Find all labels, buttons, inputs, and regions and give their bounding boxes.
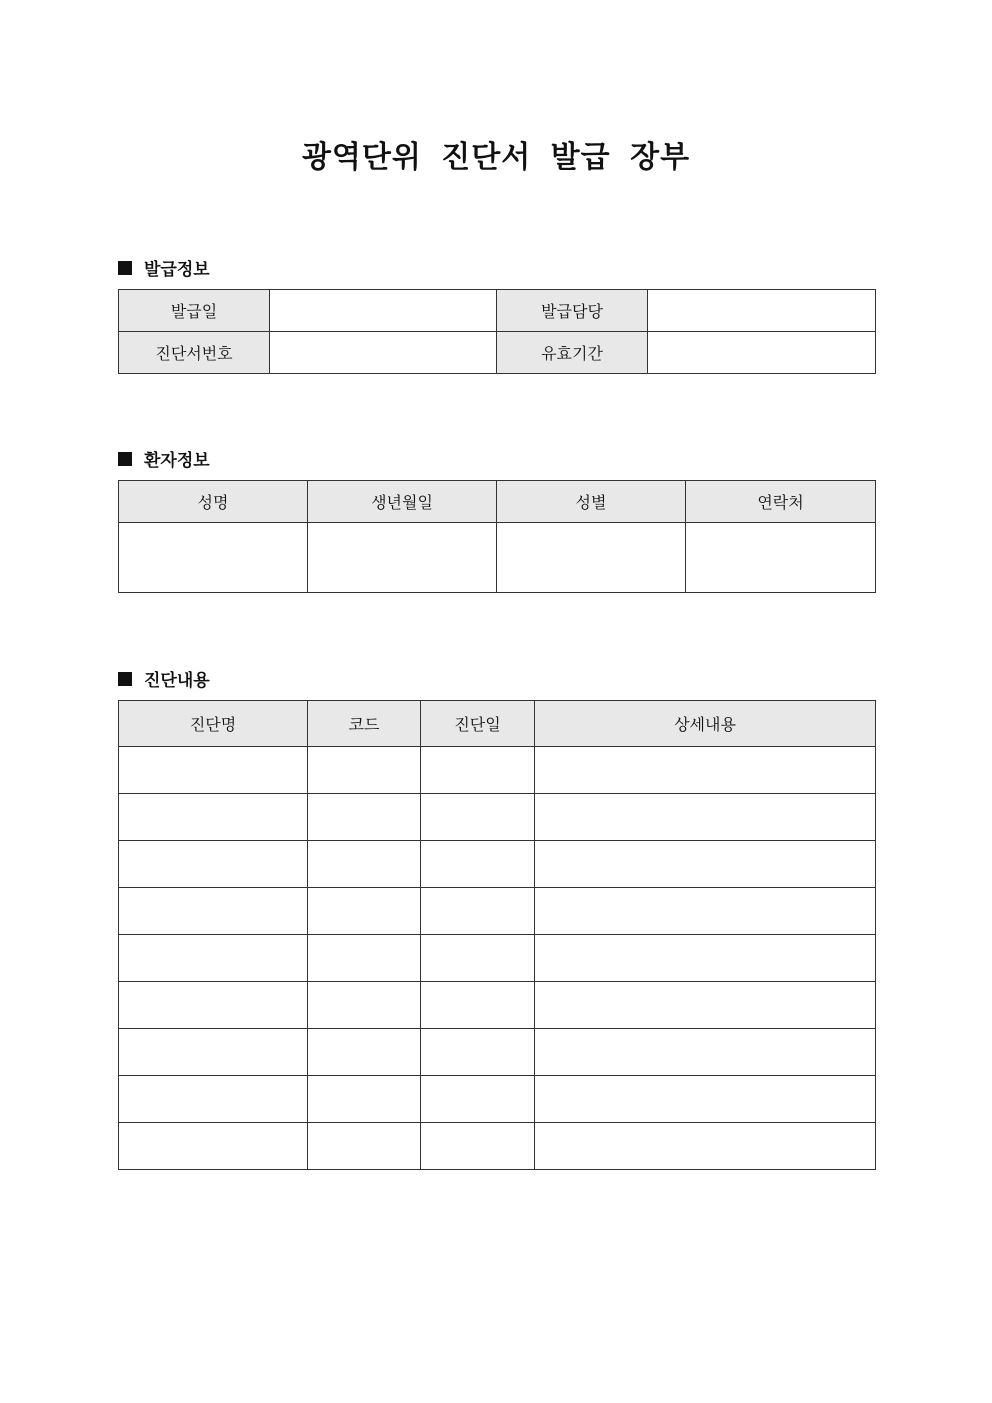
details-cell[interactable] (535, 1029, 876, 1076)
patient-gender-field[interactable] (497, 523, 686, 593)
page-title: 광역단위 진단서 발급 장부 (301, 140, 691, 175)
patient-birthdate-field[interactable] (308, 523, 497, 593)
square-bullet-icon (118, 672, 132, 686)
table-row (119, 332, 876, 374)
diagnosis-date-cell[interactable] (421, 935, 535, 982)
column-header-name: 성명 (119, 481, 308, 523)
diagnosis-date-cell[interactable] (421, 841, 535, 888)
column-header-birthdate: 생년월일 (308, 481, 497, 523)
diagnosis-name-cell[interactable] (119, 747, 308, 794)
table-row (119, 747, 876, 794)
table-header-row (119, 701, 876, 747)
patient-info-table (118, 480, 876, 593)
code-cell[interactable] (308, 1076, 421, 1123)
table-row (119, 1029, 876, 1076)
details-cell[interactable] (535, 888, 876, 935)
table-row (119, 982, 876, 1029)
column-header-diagnosis-name: 진단명 (119, 701, 308, 747)
patient-name-field[interactable] (119, 523, 308, 593)
details-cell[interactable] (535, 841, 876, 888)
details-cell[interactable] (535, 1076, 876, 1123)
diagnosis-date-cell[interactable] (421, 1123, 535, 1170)
section-heading-issue (118, 255, 210, 280)
diagnosis-name-cell[interactable] (119, 888, 308, 935)
section-heading-label: 진단내용 (144, 671, 210, 691)
square-bullet-icon (118, 261, 132, 275)
code-cell[interactable] (308, 888, 421, 935)
square-bullet-icon (118, 452, 132, 466)
table-header-row (119, 481, 876, 523)
diagnosis-date-cell[interactable] (421, 1076, 535, 1123)
column-header-gender: 성별 (497, 481, 686, 523)
cert-no-field[interactable] (270, 332, 497, 374)
diagnosis-name-cell[interactable] (119, 794, 308, 841)
diagnosis-name-cell[interactable] (119, 1123, 308, 1170)
diagnosis-date-cell[interactable] (421, 747, 535, 794)
diagnosis-name-cell[interactable] (119, 841, 308, 888)
details-cell[interactable] (535, 747, 876, 794)
diagnosis-table (118, 700, 876, 1170)
section-heading-diagnosis (118, 666, 210, 691)
diagnosis-name-cell[interactable] (119, 982, 308, 1029)
code-cell[interactable] (308, 794, 421, 841)
code-cell[interactable] (308, 747, 421, 794)
details-cell[interactable] (535, 1123, 876, 1170)
table-row (119, 841, 876, 888)
patient-contact-field[interactable] (686, 523, 876, 593)
section-heading-label: 발급정보 (144, 260, 210, 280)
table-row (119, 794, 876, 841)
diagnosis-date-cell[interactable] (421, 888, 535, 935)
section-heading-patient (118, 446, 210, 471)
code-cell[interactable] (308, 841, 421, 888)
column-header-code: 코드 (308, 701, 421, 747)
column-header-contact: 연락처 (686, 481, 876, 523)
code-cell[interactable] (308, 1123, 421, 1170)
table-row (119, 888, 876, 935)
validity-label: 유효기간 (497, 332, 648, 374)
diagnosis-date-cell[interactable] (421, 982, 535, 1029)
validity-field[interactable] (648, 332, 876, 374)
details-cell[interactable] (535, 982, 876, 1029)
cert-no-label: 진단서번호 (119, 332, 270, 374)
column-header-details: 상세내용 (535, 701, 876, 747)
details-cell[interactable] (535, 935, 876, 982)
table-row (119, 935, 876, 982)
table-row (119, 523, 876, 593)
diagnosis-date-cell[interactable] (421, 1029, 535, 1076)
code-cell[interactable] (308, 982, 421, 1029)
table-row (119, 290, 876, 332)
table-row (119, 1123, 876, 1170)
diagnosis-name-cell[interactable] (119, 1029, 308, 1076)
column-header-diagnosis-date: 진단일 (421, 701, 535, 747)
diagnosis-name-cell[interactable] (119, 1076, 308, 1123)
issuer-label: 발급담당 (497, 290, 648, 332)
code-cell[interactable] (308, 1029, 421, 1076)
table-row (119, 1076, 876, 1123)
diagnosis-date-cell[interactable] (421, 794, 535, 841)
code-cell[interactable] (308, 935, 421, 982)
issue-date-field[interactable] (270, 290, 497, 332)
section-heading-label: 환자정보 (144, 451, 210, 471)
details-cell[interactable] (535, 794, 876, 841)
diagnosis-name-cell[interactable] (119, 935, 308, 982)
issuer-field[interactable] (648, 290, 876, 332)
issue-date-label: 발급일 (119, 290, 270, 332)
issue-info-table (118, 289, 876, 374)
